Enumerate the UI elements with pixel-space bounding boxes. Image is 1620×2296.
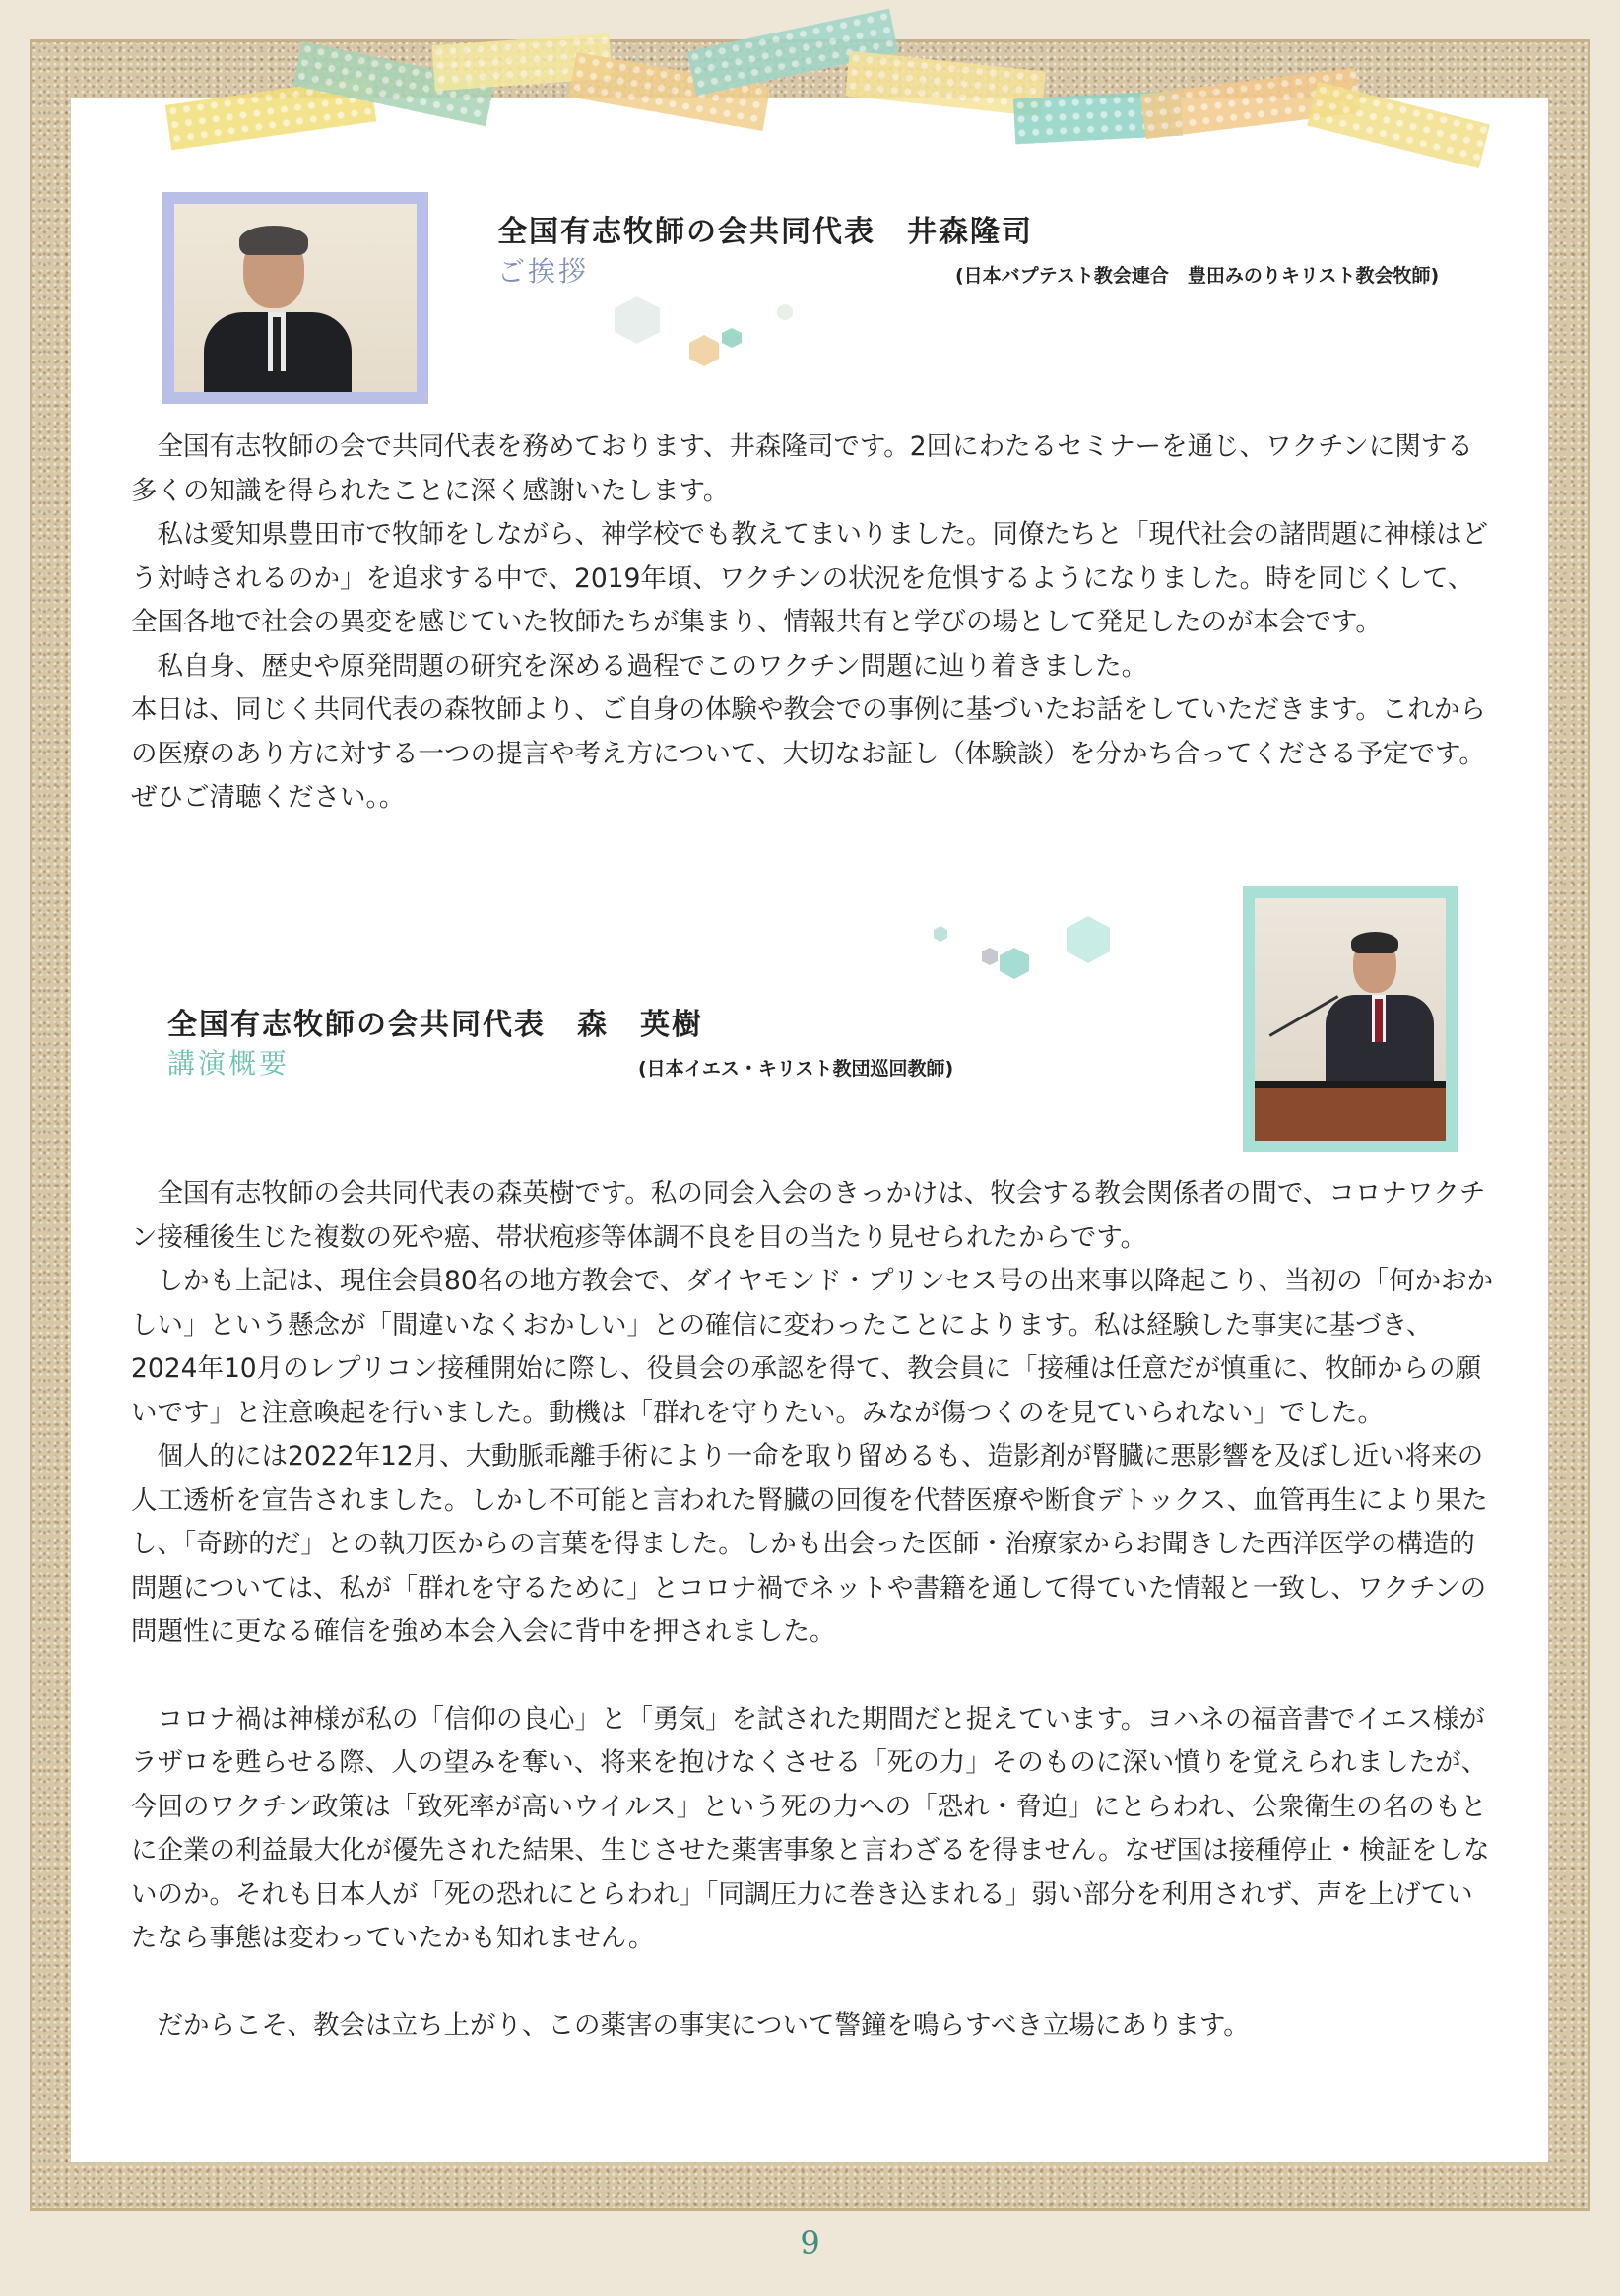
paragraph: 全国有志牧師の会で共同代表を務めております、井森隆司です。2回にわたるセミナーを通じ、ワクチンに関する多くの知識を得られたことに深く感謝いたします。 [131,431,1473,506]
paragraph: だからこそ、教会は立ち上がり、この薬害の事実について警鐘を鳴らすべき立場にあります。 [157,2009,1250,2041]
speaker-photo-imori [162,192,428,404]
paragraph: 本日は、同じく共同代表の森牧師より、ご自身の体験や教会での事例に基づいたお話をしていただきます。これからの医療のあり方に対する一つの提言や考え方について、大切なお証し（体験談）を分かち合ってくださる予定です。ぜひご清聴ください。。 [131,694,1486,813]
section1-subtitle: ご挨拶 [497,255,590,288]
paragraph: 個人的には2022年12月、大動脈乖離手術により一命を取り留めるも、造影剤が腎臓に悪影響を及ぼし近い将来の人工透析を宣告されました。しかし不可能と言われた腎臓の回復を代替医療や断食デトックス、血管再生により果たし、「奇跡的だ」との執刀医からの言葉を得ました。しかも出会った医師・治療家からお聞きした西洋医学の構造的問題については、私が「群れを守るために」とコロナ禍でネットや書籍を通して得ていた情報と一致し、ワクチンの問題性に更なる確信を強め本会入会に背中を押されました。 [131,1441,1488,1647]
section2-affiliation: (日本イエス・キリスト教団巡回教師) [638,1058,954,1080]
hexagon-icon [1067,916,1110,963]
section1-body [131,426,1498,820]
hexagon-icon [689,335,719,366]
speaker-photo-mori [1243,886,1458,1152]
hexagon-decoration [601,291,817,389]
hexagon-icon [1000,948,1029,979]
paragraph: コロナ禍は神様が私の「信仰の良心」と「勇気」を試された期間だと捉えています。ヨハネの福音書でイエス様がラザロを甦らせる際、人の望みを奪い、将来を抱けなくさせる「死の力」そのものに深い憤りを覚えられましたが、今回のワクチン政策は「致死率が高いウイルス」という死の力への「恐れ・脅迫」にとらわれ、公衆衛生の名のもとに企業の利益最大化が優先された結果、生じさせた薬害事象と言わざるを得ません。なぜ国は接種停止・検証をしないのか。それも日本人が「死の恐れにとらわれ」「同調圧力に巻き込まれる」弱い部分を利用されず、声を上げていたなら事態は変わっていたかも知れません。 [131,1703,1490,1953]
hexagon-icon [722,328,742,348]
section2-body [131,1172,1498,2048]
section1-affiliation: (日本バプテスト教会連合 豊田みのりキリスト教会牧師) [955,265,1440,287]
hexagon-icon [982,948,998,965]
hexagon-icon [934,926,947,942]
section1-title: 全国有志牧師の会共同代表 井森隆司 [497,215,1033,249]
page-number: 9 [800,2224,820,2262]
paragraph: 私は愛知県豊田市で牧師をしながら、神学校でも教えてまいりました。同僚たちと「現代社会の諸問題に神様はどう対峙されるのか」を追求する中で、2019年頃、ワクチンの状況を危惧するようになりました。時を同じくして、全国各地で社会の異変を感じていた牧師たちが集まり、情報共有と学びの場として発足したのが本会です。 [131,519,1488,637]
section2-title: 全国有志牧師の会共同代表 森 英樹 [167,1008,703,1042]
paragraph: しかも上記は、現住会員80名の地方教会で、ダイヤモンド・プリンセス号の出来事以降起こり、当初の「何かおかしい」という懸念が「間違いなくおかしい」との確信に変わったことによります。私は経験した事実に基づき、2024年10月のレプリコン接種開始に際し、役員会の承認を得て、教会員に「接種は任意だが慎重に、牧師からの願いです」と注意喚起を行いました。動機は「群れを守りたい。みなが傷つくのを見ていられない」でした。 [131,1266,1494,1428]
paragraph: 私自身、歴史や原発問題の研究を深める過程でこのワクチン問題に辿り着きました。 [157,650,1148,682]
paragraph: 全国有志牧師の会共同代表の森英樹です。私の同会入会のきっかけは、牧会する教会関係者の間で、コロナワクチン接種後生じた複数の死や癌、帯状疱疹等体調不良を目の当たり見せられたからです。 [131,1178,1486,1253]
hexagon-decoration [921,906,1128,1005]
section2-subtitle: 講演概要 [167,1047,291,1080]
hexagon-icon [615,296,660,344]
dot-icon [777,304,793,320]
